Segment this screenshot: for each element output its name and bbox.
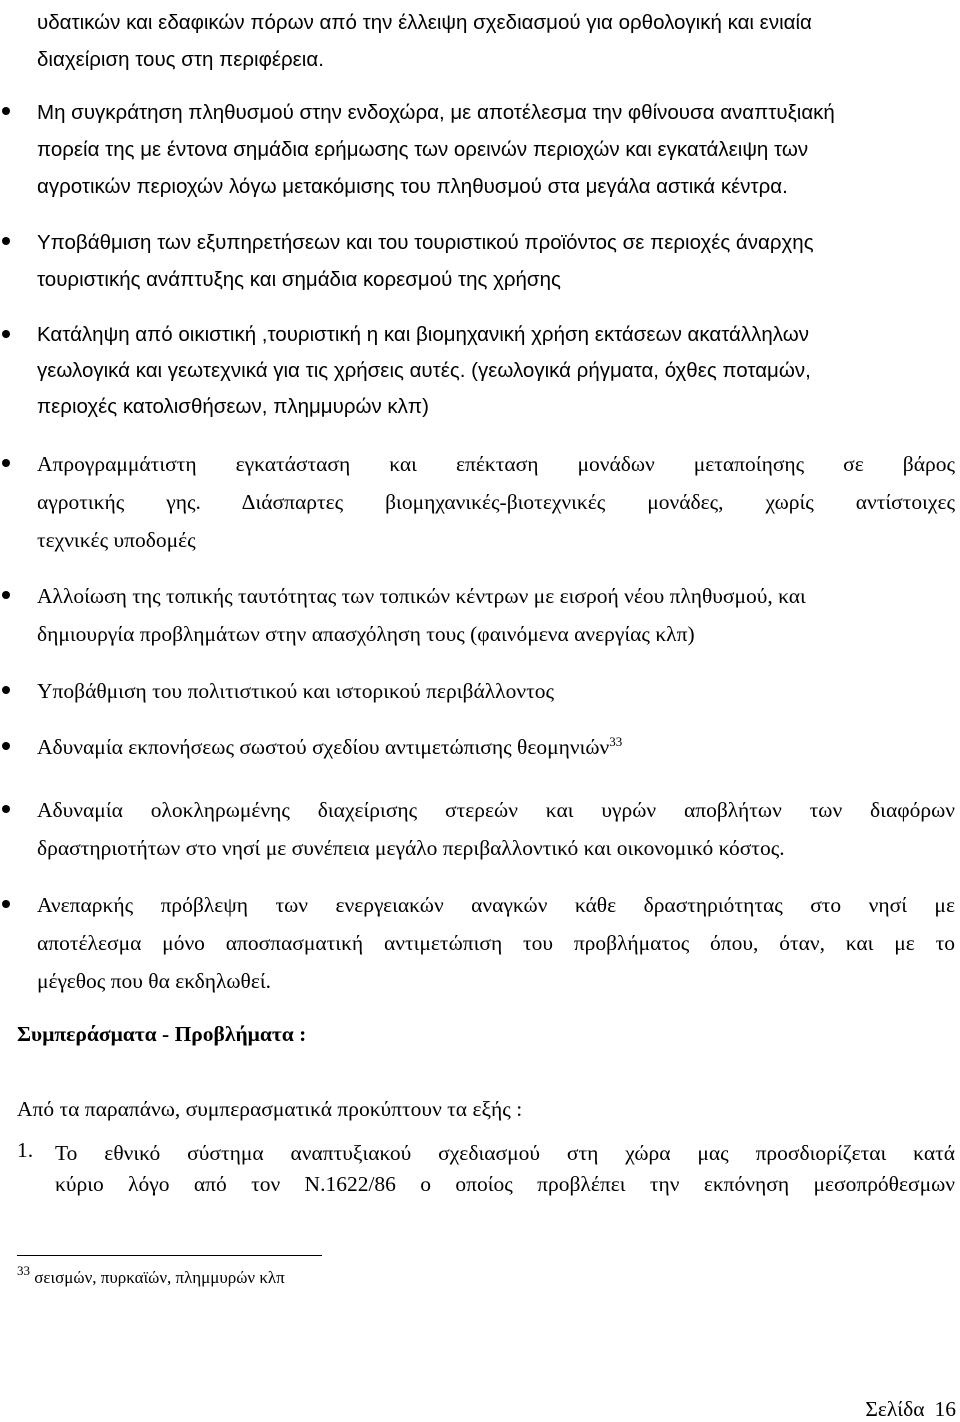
list-item-line: Μη συγκράτηση πληθυσμού στην ενδοχώρα, με αποτέλεσμα την φθίνουσα αναπτυξιακή — [37, 101, 835, 124]
footnote-ref: 33 — [609, 734, 623, 749]
intro-line-1: υδατικών και εδαφικών πόρων από την έλλειψη σχεδιασμού για ορθολογική και ενιαία — [37, 11, 812, 34]
list-item-line: Υποβάθμιση του πολιτιστικού και ιστορικού περιβάλλοντος — [37, 679, 554, 703]
list-item-line: αγροτικής γης. Διάσπαρτες βιομηχανικές-βιοτεχνικές μονάδες, χωρίς αντίστοιχες — [37, 490, 955, 514]
bullet-icon — [2, 686, 10, 694]
list-item-line: γεωλογικά και γεωτεχνικά για τις χρήσεις αυτές. (γεωλογικά ρήγματα, όχθες ποταμών, — [37, 359, 811, 382]
list-item-line: αποτέλεσμα μόνο αποσπασματική αντιμετώπιση του προβλήματος όπου, όταν, και με το — [37, 931, 955, 955]
paragraph: Από τα παραπάνω, συμπερασματικά προκύπτουν τα εξής : — [17, 1097, 523, 1121]
list-item-line: Υποβάθμιση των εξυπηρετήσεων και του τουριστικού προϊόντος σε περιοχές άναρχης — [37, 231, 814, 254]
bullet-icon — [2, 237, 10, 245]
numbered-item-label: 1. — [17, 1138, 34, 1162]
bullet-icon — [2, 591, 10, 599]
list-item-line: Κατάληψη από οικιστική ,τουριστική η και βιομηχανική χρήση εκτάσεων ακατάλληλων — [37, 323, 809, 346]
bullet-icon — [2, 900, 10, 908]
list-item-line: περιοχές κατολισθήσεων, πλημμυρών κλπ) — [37, 395, 429, 418]
numbered-item-line: κύριο λόγο από τον Ν.1622/86 ο οποίος προβλέπει την εκπόνηση μεσοπρόθεσμων — [55, 1172, 955, 1196]
list-item — [37, 224, 957, 298]
page-number: 16 — [934, 1397, 956, 1421]
list-item-line: τουριστικής ανάπτυξης και σημάδια κορεσμού της χρήσης — [37, 268, 561, 291]
list-item-line: αγροτικών περιοχών λόγω μετακόμισης του πληθυσμού στα μεγάλα αστικά κέντρα. — [37, 175, 788, 198]
intro-line-2: διαχείριση τους στη περιφέρεια. — [37, 48, 324, 71]
list-item-text: Αδυναμία εκπονήσεως σωστού σχεδίου αντιμετώπισης θεομηνιών — [37, 735, 610, 759]
bullet-icon — [2, 107, 10, 115]
bullet-icon — [2, 459, 10, 467]
list-item — [37, 886, 955, 1000]
list-item — [37, 672, 957, 710]
list-item-line: πορεία της με έντονα σημάδια ερήμωσης των ορεινών περιοχών και εγκατάλειψη των — [37, 138, 809, 161]
list-item-line: δραστηριοτήτων στο νησί με συνέπεια μεγάλο περιβαλλοντικό και οικονομικό κόστος. — [37, 836, 785, 860]
list-item — [37, 94, 957, 205]
list-item-line: μέγεθος που θα εκδηλωθεί. — [37, 969, 272, 993]
footnote-divider — [17, 1255, 322, 1256]
list-item-line: Αδυναμία ολοκληρωμένης διαχείρισης στερεών και υγρών αποβλήτων των διαφόρων — [37, 798, 955, 822]
numbered-item-line: Το εθνικό σύστημα αναπτυξιακού σχεδιασμού στη χώρα μας προσδιορίζεται κατά — [55, 1141, 955, 1165]
list-item — [37, 317, 957, 425]
footnote-number: 33 — [17, 1263, 30, 1278]
list-item-line: Ανεπαρκής πρόβλεψη των ενεργειακών αναγκών κάθε δραστηριότητας στο νησί με — [37, 893, 955, 917]
list-item-line: Απρογραμμάτιστη εγκατάσταση και επέκταση μονάδων μεταποίησης σε βάρος — [37, 452, 955, 476]
numbered-item-text — [55, 1138, 955, 1200]
section-heading: Συμπεράσματα - Προβλήματα : — [17, 1022, 307, 1046]
list-item — [37, 445, 955, 559]
footnote — [17, 1263, 285, 1288]
list-item — [37, 791, 955, 867]
list-item-line: Αλλοίωση της τοπικής ταυτότητας των τοπικών κέντρων με εισροή νέου πληθυσμού, και — [37, 584, 806, 608]
bullet-icon — [2, 805, 10, 813]
list-item-line — [37, 728, 957, 769]
list-item-line: δημιουργία προβλημάτων στην απασχόληση τους (φαινόμενα ανεργίας κλπ) — [37, 622, 695, 646]
intro-paragraph — [37, 4, 927, 78]
list-item — [37, 728, 957, 769]
list-item-line: τεχνικές υποδομές — [37, 528, 196, 552]
bullet-icon — [2, 330, 10, 338]
footnote-text: σεισμών, πυρκαϊών, πλημμυρών κλπ — [34, 1268, 285, 1287]
bullet-icon — [2, 742, 10, 750]
page-footer — [865, 1397, 956, 1422]
page-label: Σελίδα — [865, 1397, 925, 1421]
list-item — [37, 577, 957, 653]
